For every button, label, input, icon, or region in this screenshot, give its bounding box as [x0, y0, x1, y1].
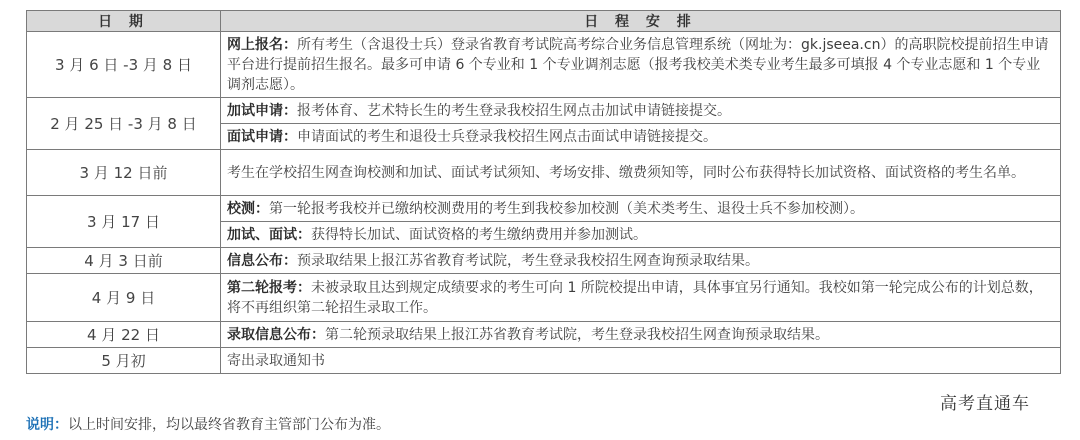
row-date: 4 月 3 日前 — [27, 248, 221, 274]
row-text: 第二轮预录取结果上报江苏省教育考试院，考生登录我校招生网查询预录取结果。 — [325, 326, 829, 343]
row-text: 未被录取且达到规定成绩要求的考生可向 1 所院校提出申请，具体事宜另行通知。我校如第一轮完成公布的计划总数，将不再组织第二轮招生录取工作。 — [227, 279, 1043, 316]
row-detail — [221, 248, 1061, 274]
row-label: 第二轮报考： — [227, 279, 311, 296]
header-schedule: 日 程 安 排 — [221, 11, 1061, 32]
table-row — [27, 196, 1061, 222]
row-label: 加试申请： — [227, 102, 297, 119]
row-detail — [221, 98, 1061, 124]
row-detail — [221, 150, 1061, 196]
row-text: 第一轮报考我校并已缴纳校测费用的考生到我校参加校测（美术类考生、退役士兵不参加校测）。 — [269, 200, 864, 217]
row-detail — [221, 222, 1061, 248]
row-label: 校测： — [227, 200, 269, 217]
table-header-row — [27, 11, 1061, 32]
footnote-label: 说明： — [26, 417, 68, 433]
row-date: 3 月 6 日 -3 月 8 日 — [27, 32, 221, 98]
row-detail — [221, 274, 1061, 322]
row-detail — [221, 196, 1061, 222]
row-date: 5 月初 — [27, 348, 221, 374]
row-label: 面试申请： — [227, 128, 297, 145]
row-text: 报考体育、艺术特长生的考生登录我校招生网点击加试申请链接提交。 — [297, 102, 731, 119]
table-row — [27, 32, 1061, 98]
table-row — [27, 348, 1061, 374]
schedule-table — [26, 10, 1061, 374]
header-date: 日 期 — [27, 11, 221, 32]
row-detail — [221, 124, 1061, 150]
row-date: 3 月 17 日 — [27, 196, 221, 248]
table-row — [27, 98, 1061, 124]
row-date: 2 月 25 日 -3 月 8 日 — [27, 98, 221, 150]
table-row — [27, 248, 1061, 274]
row-label: 网上报名： — [227, 36, 297, 53]
row-label: 录取信息公布： — [227, 326, 325, 343]
row-text: 预录取结果上报江苏省教育考试院，考生登录我校招生网查询预录取结果。 — [297, 252, 759, 269]
row-date: 4 月 22 日 — [27, 322, 221, 348]
row-detail — [221, 322, 1061, 348]
table-row — [27, 322, 1061, 348]
row-date: 4 月 9 日 — [27, 274, 221, 322]
row-text: 获得特长加试、面试资格的考生缴纳费用并参加测试。 — [311, 226, 647, 243]
row-text: 所有考生（含退役士兵）登录省教育考试院高考综合业务信息管理系统（网址为：gk.jseea.cn）的高职院校提前招生申请平台进行提前招生报名。最多可申请 6 个专业和 1 个专业调剂志愿（报考我校美术类专业考生最多可填报 4 个专业志愿和 1 个专业调剂志愿）。 — [227, 36, 1049, 93]
row-text: 寄出录取通知书 — [227, 352, 325, 369]
row-text: 申请面试的考生和退役士兵登录我校招生网点击面试申请链接提交。 — [297, 128, 717, 145]
row-detail — [221, 32, 1061, 98]
watermark: 高考直通车 — [940, 394, 1030, 414]
footnote — [26, 414, 390, 434]
row-label: 信息公布： — [227, 252, 297, 269]
row-label: 加试、面试： — [227, 226, 311, 243]
row-detail — [221, 348, 1061, 374]
table-row — [27, 274, 1061, 322]
footnote-text: 以上时间安排，均以最终省教育主管部门公布为准。 — [68, 417, 390, 433]
table-row — [27, 150, 1061, 196]
row-text: 考生在学校招生网查询校测和加试、面试考试须知、考场安排、缴费须知等，同时公布获得特长加试资格、面试资格的考生名单。 — [227, 164, 1025, 181]
row-date: 3 月 12 日前 — [27, 150, 221, 196]
